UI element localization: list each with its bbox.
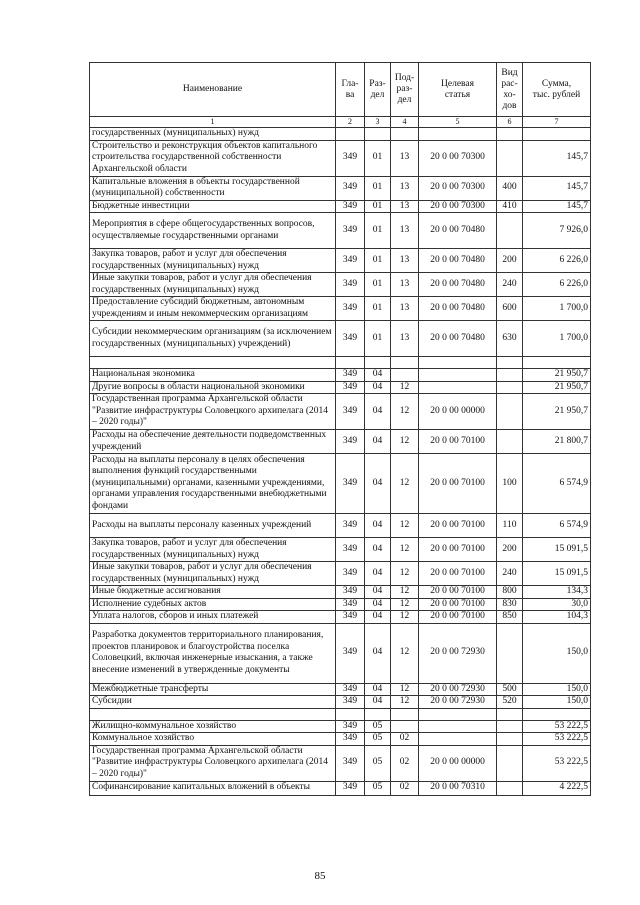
- cell-sum: 53 222,5: [523, 745, 591, 781]
- cell-razdel: 05: [365, 733, 391, 746]
- table-row: [90, 611, 591, 624]
- cell-target-article: [419, 720, 497, 733]
- cell-podrazdel: 12: [391, 611, 419, 624]
- cell-razdel: 04: [365, 683, 391, 696]
- cell-glava: 349: [336, 394, 365, 430]
- cell-sum: [523, 708, 591, 720]
- cell-razdel: 04: [365, 562, 391, 586]
- cell-name: Исполнение судебных актов: [90, 598, 336, 611]
- cell-expense-type: 850: [497, 611, 523, 624]
- cell-razdel: 04: [365, 514, 391, 538]
- column-number: 7: [523, 117, 591, 128]
- cell-glava: 349: [336, 297, 365, 321]
- cell-name: Расходы на обеспечение деятельности подведомственных учреждений: [90, 430, 336, 454]
- cell-target-article: 20 0 00 70480: [419, 273, 497, 297]
- cell-name: Расходы на выплаты персоналу в целях обеспечения выполнения функций государственными (муниципальными) органами, казенными учреждениями, органами управления государственными внебюджетными фондами: [90, 454, 336, 514]
- cell-podrazdel: 12: [391, 394, 419, 430]
- cell-name: Субсидии: [90, 696, 336, 709]
- table-row: [90, 586, 591, 599]
- cell-sum: [523, 357, 591, 369]
- cell-podrazdel: [391, 720, 419, 733]
- cell-razdel: 01: [365, 176, 391, 200]
- cell-name: Расходы на выплаты персоналу казенных учреждений: [90, 514, 336, 538]
- cell-sum: 145,7: [523, 140, 591, 176]
- table-body: [90, 128, 591, 796]
- cell-target-article: 20 0 00 70480: [419, 213, 497, 249]
- table-row: [90, 357, 591, 369]
- cell-name: государственных (муниципальных) нужд: [90, 128, 336, 141]
- cell-expense-type: 240: [497, 273, 523, 297]
- cell-razdel: 05: [365, 745, 391, 781]
- cell-target-article: 20 0 00 00000: [419, 394, 497, 430]
- budget-table: [89, 62, 591, 796]
- cell-expense-type: [497, 369, 523, 382]
- cell-sum: 7 926,0: [523, 213, 591, 249]
- cell-target-article: 20 0 00 70300: [419, 140, 497, 176]
- cell-target-article: [419, 708, 497, 720]
- cell-target-article: 20 0 00 70100: [419, 611, 497, 624]
- column-number: 4: [391, 117, 419, 128]
- table-row: [90, 696, 591, 709]
- cell-razdel: 01: [365, 200, 391, 213]
- cell-sum: 30,0: [523, 598, 591, 611]
- cell-expense-type: [497, 381, 523, 394]
- cell-glava: 349: [336, 321, 365, 357]
- cell-expense-type: [497, 140, 523, 176]
- header-name: Наименование: [90, 63, 336, 117]
- cell-podrazdel: 02: [391, 733, 419, 746]
- cell-expense-type: 200: [497, 538, 523, 562]
- cell-razdel: 04: [365, 394, 391, 430]
- cell-glava: 349: [336, 369, 365, 382]
- cell-target-article: [419, 733, 497, 746]
- table-row: [90, 598, 591, 611]
- cell-razdel: 01: [365, 321, 391, 357]
- cell-expense-type: 630: [497, 321, 523, 357]
- cell-name: [90, 708, 336, 720]
- cell-podrazdel: 13: [391, 176, 419, 200]
- page-number: 85: [314, 870, 326, 882]
- table-row: [90, 140, 591, 176]
- cell-sum: 53 222,5: [523, 720, 591, 733]
- cell-name: Мероприятия в сфере общегосударственных вопросов, осуществляемые государственными органами: [90, 213, 336, 249]
- cell-glava: 349: [336, 273, 365, 297]
- cell-razdel: 04: [365, 586, 391, 599]
- cell-expense-type: [497, 430, 523, 454]
- cell-target-article: 20 0 00 70300: [419, 200, 497, 213]
- column-number: 2: [336, 117, 365, 128]
- cell-podrazdel: 13: [391, 140, 419, 176]
- cell-podrazdel: 13: [391, 273, 419, 297]
- cell-glava: [336, 357, 365, 369]
- cell-target-article: 20 0 00 70480: [419, 249, 497, 273]
- cell-glava: 349: [336, 140, 365, 176]
- cell-glava: [336, 708, 365, 720]
- header-razdel: Раз- дел: [365, 63, 391, 117]
- cell-expense-type: [497, 394, 523, 430]
- cell-target-article: 20 0 00 70100: [419, 538, 497, 562]
- cell-sum: 15 091,5: [523, 538, 591, 562]
- cell-podrazdel: 13: [391, 249, 419, 273]
- cell-podrazdel: 13: [391, 321, 419, 357]
- cell-name: Государственная программа Архангельской области "Развитие инфраструктуры Соловецкого архипелага (2014 – 2020 годы)": [90, 745, 336, 781]
- table-row: [90, 708, 591, 720]
- cell-expense-type: 800: [497, 586, 523, 599]
- cell-razdel: 01: [365, 273, 391, 297]
- cell-glava: 349: [336, 200, 365, 213]
- header-row: [90, 63, 591, 117]
- table-row: [90, 781, 591, 795]
- table-row: [90, 538, 591, 562]
- cell-podrazdel: [391, 357, 419, 369]
- cell-name: Межбюджетные трансферты: [90, 683, 336, 696]
- cell-glava: 349: [336, 586, 365, 599]
- cell-expense-type: 100: [497, 454, 523, 514]
- table-row: [90, 249, 591, 273]
- cell-podrazdel: [391, 128, 419, 141]
- cell-expense-type: 830: [497, 598, 523, 611]
- cell-expense-type: 600: [497, 297, 523, 321]
- cell-glava: 349: [336, 623, 365, 683]
- cell-sum: 150,0: [523, 623, 591, 683]
- column-number: 6: [497, 117, 523, 128]
- cell-target-article: 20 0 00 00000: [419, 745, 497, 781]
- cell-podrazdel: 12: [391, 454, 419, 514]
- cell-expense-type: [497, 623, 523, 683]
- cell-sum: 6 574,9: [523, 514, 591, 538]
- cell-glava: 349: [336, 598, 365, 611]
- cell-name: Закупка товаров, работ и услуг для обеспечения государственных (муниципальных) нужд: [90, 249, 336, 273]
- table-row: [90, 733, 591, 746]
- cell-name: Бюджетные инвестиции: [90, 200, 336, 213]
- cell-razdel: 04: [365, 623, 391, 683]
- cell-target-article: 20 0 00 72930: [419, 696, 497, 709]
- column-number: 3: [365, 117, 391, 128]
- cell-sum: 145,7: [523, 200, 591, 213]
- cell-target-article: 20 0 00 70100: [419, 454, 497, 514]
- cell-podrazdel: 12: [391, 381, 419, 394]
- cell-razdel: 04: [365, 381, 391, 394]
- cell-target-article: [419, 381, 497, 394]
- cell-sum: 134,3: [523, 586, 591, 599]
- cell-glava: 349: [336, 733, 365, 746]
- cell-podrazdel: 13: [391, 200, 419, 213]
- header-expense-type: Вид рас- хо- дов: [497, 63, 523, 117]
- table-row: [90, 321, 591, 357]
- cell-razdel: 04: [365, 369, 391, 382]
- cell-razdel: [365, 708, 391, 720]
- table-row: [90, 720, 591, 733]
- cell-razdel: 05: [365, 720, 391, 733]
- cell-name: Уплата налогов, сборов и иных платежей: [90, 611, 336, 624]
- cell-sum: 1 700,0: [523, 321, 591, 357]
- cell-name: [90, 357, 336, 369]
- cell-expense-type: [497, 745, 523, 781]
- cell-target-article: 20 0 00 70100: [419, 562, 497, 586]
- cell-expense-type: 110: [497, 514, 523, 538]
- cell-name: Национальная экономика: [90, 369, 336, 382]
- cell-razdel: [365, 357, 391, 369]
- table-row: [90, 394, 591, 430]
- cell-sum: 6 226,0: [523, 273, 591, 297]
- table-row: [90, 514, 591, 538]
- cell-glava: 349: [336, 176, 365, 200]
- cell-razdel: 04: [365, 696, 391, 709]
- cell-glava: [336, 128, 365, 141]
- cell-podrazdel: [391, 708, 419, 720]
- cell-target-article: 20 0 00 72930: [419, 623, 497, 683]
- cell-sum: 145,7: [523, 176, 591, 200]
- cell-target-article: 20 0 00 70480: [419, 321, 497, 357]
- table-header: [90, 63, 591, 128]
- cell-target-article: [419, 128, 497, 141]
- cell-name: Капитальные вложения в объекты государственной (муниципальной) собственности: [90, 176, 336, 200]
- cell-expense-type: 200: [497, 249, 523, 273]
- cell-podrazdel: 12: [391, 430, 419, 454]
- cell-target-article: 20 0 00 70300: [419, 176, 497, 200]
- cell-expense-type: [497, 733, 523, 746]
- cell-target-article: 20 0 00 72930: [419, 683, 497, 696]
- table-row: [90, 381, 591, 394]
- cell-name: Жилищно-коммунальное хозяйство: [90, 720, 336, 733]
- table-row: [90, 176, 591, 200]
- cell-name: Разработка документов территориального планирования, проектов планировок и благоустройства поселка Соловецкий, включая инженерные изыскания, а также внесение изменений в утвержденные документы: [90, 623, 336, 683]
- cell-name: Софинансирование капитальных вложений в объекты: [90, 781, 336, 795]
- cell-name: Коммунальное хозяйство: [90, 733, 336, 746]
- cell-razdel: 01: [365, 249, 391, 273]
- cell-sum: 21 800,7: [523, 430, 591, 454]
- cell-podrazdel: 13: [391, 297, 419, 321]
- cell-target-article: 20 0 00 70310: [419, 781, 497, 795]
- cell-razdel: 01: [365, 213, 391, 249]
- cell-podrazdel: 12: [391, 623, 419, 683]
- cell-glava: 349: [336, 745, 365, 781]
- cell-glava: 349: [336, 454, 365, 514]
- cell-sum: 104,3: [523, 611, 591, 624]
- cell-expense-type: 520: [497, 696, 523, 709]
- cell-name: Предоставление субсидий бюджетным, автономным учреждениям и иным некоммерческим организациям: [90, 297, 336, 321]
- cell-razdel: 04: [365, 538, 391, 562]
- table-row: [90, 369, 591, 382]
- cell-sum: 21 950,7: [523, 394, 591, 430]
- cell-glava: 349: [336, 249, 365, 273]
- cell-sum: 4 222,5: [523, 781, 591, 795]
- cell-expense-type: [497, 781, 523, 795]
- cell-podrazdel: 02: [391, 781, 419, 795]
- cell-name: Иные закупки товаров, работ и услуг для обеспечения государственных (муниципальных) нужд: [90, 273, 336, 297]
- cell-expense-type: [497, 213, 523, 249]
- table-row: [90, 213, 591, 249]
- cell-target-article: 20 0 00 70100: [419, 430, 497, 454]
- cell-glava: 349: [336, 611, 365, 624]
- cell-razdel: 01: [365, 297, 391, 321]
- column-number-row: [90, 117, 591, 128]
- cell-razdel: 05: [365, 781, 391, 795]
- cell-podrazdel: 12: [391, 683, 419, 696]
- cell-expense-type: [497, 720, 523, 733]
- cell-name: Закупка товаров, работ и услуг для обеспечения государственных (муниципальных) нужд: [90, 538, 336, 562]
- cell-razdel: 04: [365, 430, 391, 454]
- table-row: [90, 562, 591, 586]
- cell-razdel: [365, 128, 391, 141]
- cell-expense-type: [497, 708, 523, 720]
- cell-target-article: 20 0 00 70100: [419, 598, 497, 611]
- cell-sum: 21 950,7: [523, 369, 591, 382]
- cell-target-article: 20 0 00 70100: [419, 514, 497, 538]
- cell-expense-type: 400: [497, 176, 523, 200]
- cell-glava: 349: [336, 781, 365, 795]
- table-row: [90, 200, 591, 213]
- table-row: [90, 430, 591, 454]
- cell-razdel: 01: [365, 140, 391, 176]
- header-sum: Сумма, тыс. рублей: [523, 63, 591, 117]
- table-row: [90, 273, 591, 297]
- cell-target-article: 20 0 00 70100: [419, 586, 497, 599]
- header-glava: Гла- ва: [336, 63, 365, 117]
- cell-expense-type: [497, 128, 523, 141]
- table-row: [90, 454, 591, 514]
- cell-podrazdel: 13: [391, 213, 419, 249]
- cell-sum: 53 222,5: [523, 733, 591, 746]
- cell-glava: 349: [336, 720, 365, 733]
- cell-podrazdel: [391, 369, 419, 382]
- cell-glava: 349: [336, 696, 365, 709]
- cell-name: Государственная программа Архангельской области "Развитие инфраструктуры Соловецкого архипелага (2014 – 2020 годы)": [90, 394, 336, 430]
- cell-sum: 6 226,0: [523, 249, 591, 273]
- header-target-article: Целевая статья: [419, 63, 497, 117]
- cell-razdel: 04: [365, 611, 391, 624]
- cell-expense-type: 240: [497, 562, 523, 586]
- header-podrazdel: Под- раз- дел: [391, 63, 419, 117]
- cell-target-article: 20 0 00 70480: [419, 297, 497, 321]
- cell-glava: 349: [336, 213, 365, 249]
- cell-name: Иные бюджетные ассигнования: [90, 586, 336, 599]
- cell-expense-type: 500: [497, 683, 523, 696]
- cell-sum: 6 574,9: [523, 454, 591, 514]
- cell-sum: 150,0: [523, 696, 591, 709]
- cell-sum: 15 091,5: [523, 562, 591, 586]
- cell-expense-type: [497, 357, 523, 369]
- cell-sum: 21 950,7: [523, 381, 591, 394]
- cell-sum: [523, 128, 591, 141]
- cell-name: Иные закупки товаров, работ и услуг для обеспечения государственных (муниципальных) нужд: [90, 562, 336, 586]
- cell-target-article: [419, 369, 497, 382]
- cell-name: Субсидии некоммерческим организациям (за исключением государственных (муниципальных) учреждений): [90, 321, 336, 357]
- column-number: 1: [90, 117, 336, 128]
- cell-podrazdel: 12: [391, 562, 419, 586]
- cell-razdel: 04: [365, 454, 391, 514]
- cell-target-article: [419, 357, 497, 369]
- cell-glava: 349: [336, 683, 365, 696]
- cell-glava: 349: [336, 562, 365, 586]
- cell-podrazdel: 12: [391, 538, 419, 562]
- table-row: [90, 683, 591, 696]
- cell-podrazdel: 02: [391, 745, 419, 781]
- cell-glava: 349: [336, 381, 365, 394]
- cell-podrazdel: 12: [391, 696, 419, 709]
- table-row: [90, 297, 591, 321]
- cell-name: Другие вопросы в области национальной экономики: [90, 381, 336, 394]
- cell-sum: 150,0: [523, 683, 591, 696]
- cell-glava: 349: [336, 538, 365, 562]
- cell-podrazdel: 12: [391, 514, 419, 538]
- table-row: [90, 745, 591, 781]
- cell-podrazdel: 12: [391, 586, 419, 599]
- cell-razdel: 04: [365, 598, 391, 611]
- table-row: [90, 623, 591, 683]
- cell-podrazdel: 12: [391, 598, 419, 611]
- cell-name: Строительство и реконструкция объектов капитального строительства государственной собственности Архангельской области: [90, 140, 336, 176]
- table-row: [90, 128, 591, 141]
- cell-expense-type: 410: [497, 200, 523, 213]
- column-number: 5: [419, 117, 497, 128]
- cell-glava: 349: [336, 514, 365, 538]
- cell-glava: 349: [336, 430, 365, 454]
- cell-sum: 1 700,0: [523, 297, 591, 321]
